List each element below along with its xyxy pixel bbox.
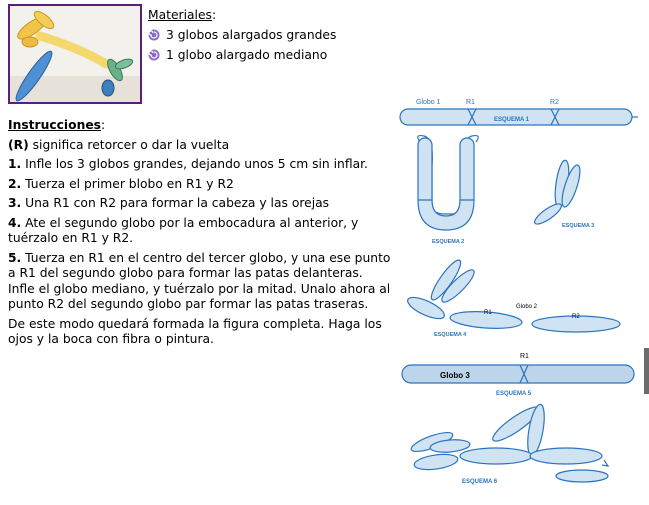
esquema6-head xyxy=(413,452,459,472)
esquema2-right-ear xyxy=(460,138,474,206)
swirl-bullet-icon xyxy=(148,29,160,41)
swirl-bullet-icon xyxy=(148,49,160,61)
instructions-heading: Instrucciones: xyxy=(8,118,106,132)
balloon-figure-photo xyxy=(8,4,142,104)
esquema2-label: ESQUEMA 2 xyxy=(432,239,465,245)
list-item: 1 globo alargado mediano xyxy=(148,45,336,65)
esquema4-label: ESQUEMA 4 xyxy=(434,332,467,338)
r2-label: R2 xyxy=(550,99,559,106)
esquema2-left-ear xyxy=(418,138,432,206)
esquema6-body xyxy=(530,448,602,464)
closing-text: De este modo quedará formada la figura completa. Haga los ojos y la boca con fibra o pintura. xyxy=(8,316,382,346)
materials-heading: Materiales: xyxy=(148,8,217,22)
esquema2-loop xyxy=(418,200,474,230)
globo3-balloon xyxy=(402,365,634,383)
r1-label-esquema4: R1 xyxy=(484,310,492,316)
esquema3-label: ESQUEMA 3 xyxy=(562,223,595,229)
globo1-label: Globo 1 xyxy=(416,99,441,106)
r1-label-esquema5: R1 xyxy=(520,353,529,360)
scrollbar-thumb[interactable] xyxy=(644,348,649,394)
globo3-label: Globo 3 xyxy=(440,371,470,380)
esquema5-label: ESQUEMA 5 xyxy=(496,391,532,397)
esquema6-neck xyxy=(460,448,532,464)
instructions-intro: (R) significa retorcer o dar la vuelta xyxy=(8,137,230,152)
step-1: 1. Infle los 3 globos grandes, dejando unos 5 cm sin inflar. xyxy=(8,157,368,171)
esquema6-label: ESQUEMA 6 xyxy=(462,479,498,485)
balloon-diagram xyxy=(396,90,646,502)
instructions-section xyxy=(8,118,392,352)
list-item: 3 globos alargados grandes xyxy=(148,25,336,45)
r1-label: R1 xyxy=(466,99,475,106)
r2-label-esquema4: R2 xyxy=(572,314,580,320)
esquema3-head xyxy=(532,201,564,228)
step-2: 2. Tuerza el primer blobo en R1 y R2 xyxy=(8,176,234,191)
esquema4-head xyxy=(405,293,447,323)
step-4: 4. Ate el segundo globo por la embocadura al anterior, y tuérzalo en R1 y R2. xyxy=(8,215,359,245)
materials-section xyxy=(148,5,336,65)
esquema6-back-leg xyxy=(556,470,608,482)
step-5: 5. Tuerza en R1 en el centro del tercer globo, y una ese punto a R1 del segundo globo para formar las patas delanteras. Infle el globo mediano, y tuérzalo por la mitad. Unalo ahora al punto R2 del segundo globo par formar las patas traseras. xyxy=(8,250,391,311)
esquema1-label: ESQUEMA 1 xyxy=(494,117,530,123)
globo2-label: Globo 2 xyxy=(516,304,538,310)
step-3: 3. Una R1 con R2 para formar la cabeza y las orejas xyxy=(8,196,330,210)
